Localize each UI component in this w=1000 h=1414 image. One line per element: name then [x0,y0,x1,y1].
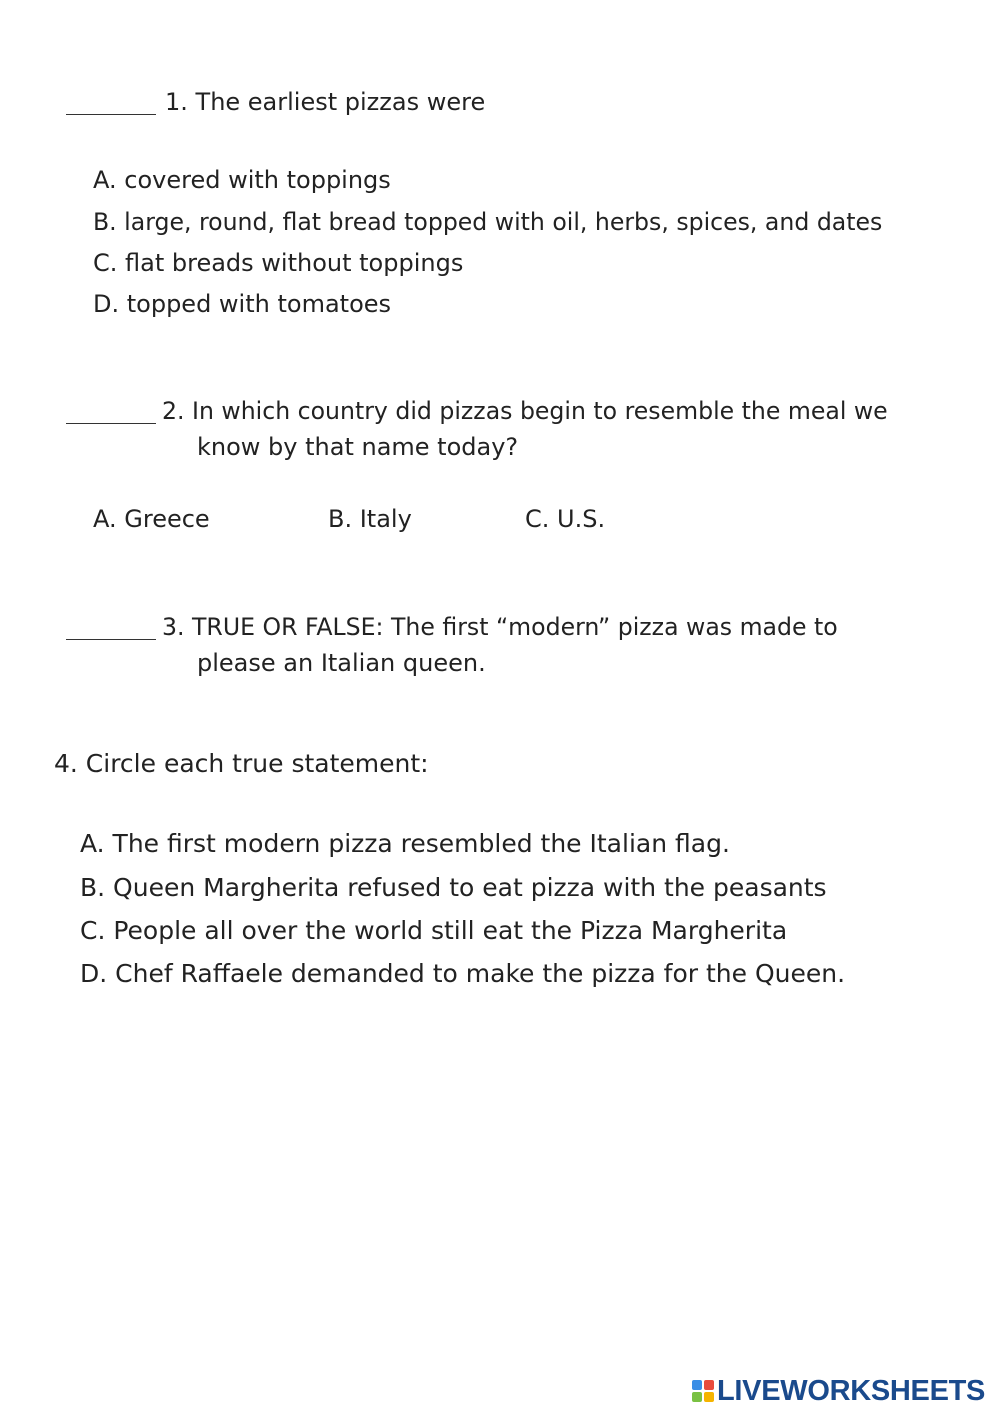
q1-option-b: B. large, round, flat bread topped with oil, herbs, spices, and dates [93,208,883,236]
logo-text: LIVEWORKSHEETS [717,1374,986,1407]
grid-icon [692,1380,714,1402]
q2-option-c: C. U.S. [525,505,606,533]
grid-icon-square-tr [704,1380,714,1390]
q2-question-line2: know by that name today? [197,433,519,461]
q4-option-a[interactable]: A. The first modern pizza resembled the Italian flag. [80,829,730,858]
q2-option-a: A. Greece [93,505,210,533]
grid-icon-square-br [704,1392,714,1402]
q4-question: 4. Circle each true statement: [54,749,429,778]
answer-blank-q2[interactable] [66,423,156,424]
grid-icon-square-bl [692,1392,702,1402]
q3-question-line1: 3. TRUE OR FALSE: The first “modern” pizza was made to [162,613,838,641]
q3-question-line2: please an Italian queen. [197,649,486,677]
q2-option-b: B. Italy [328,505,412,533]
q2-question-line1: 2. In which country did pizzas begin to resemble the meal we [162,397,888,425]
q4-option-c[interactable]: C. People all over the world still eat the Pizza Margherita [80,916,788,945]
q1-question: 1. The earliest pizzas were [165,88,486,116]
answer-blank-q3[interactable] [66,639,156,640]
answer-blank-q1[interactable] [66,114,156,115]
q1-option-a: A. covered with toppings [93,166,391,194]
q1-option-d: D. topped with tomatoes [93,290,392,318]
q4-option-d[interactable]: D. Chef Raffaele demanded to make the pizza for the Queen. [80,959,846,988]
q1-option-c: C. flat breads without toppings [93,249,464,277]
liveworksheets-logo [692,1373,985,1409]
q4-option-b[interactable]: B. Queen Margherita refused to eat pizza with the peasants [80,873,827,902]
grid-icon-square-tl [692,1380,702,1390]
